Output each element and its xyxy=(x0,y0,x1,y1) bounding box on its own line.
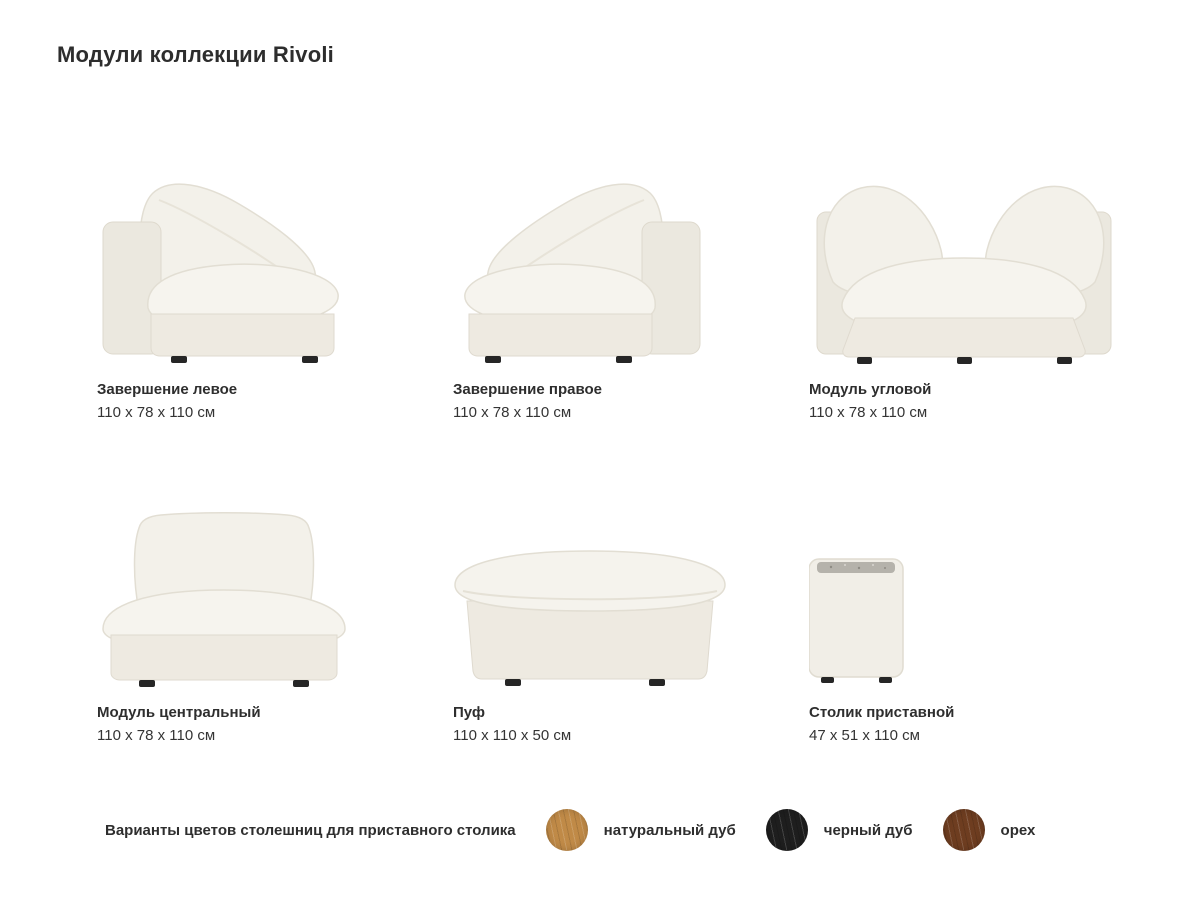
product-dimensions: 47 x 51 x 110 см xyxy=(809,727,920,744)
product-image-left-end xyxy=(97,148,407,370)
sofa-left-end-icon xyxy=(97,148,407,370)
sofa-center-icon xyxy=(97,471,407,693)
product-image-center xyxy=(97,471,407,693)
side-table-icon xyxy=(809,471,1119,693)
product-name: Модуль угловой xyxy=(809,381,932,398)
sofa-right-end-icon xyxy=(453,148,763,370)
product-card-pouf xyxy=(453,471,809,746)
page-title: Модули коллекции Rivoli xyxy=(57,42,334,67)
color-option-walnut xyxy=(943,809,1036,851)
color-option-label: черный дуб xyxy=(823,821,913,839)
product-dimensions: 110 x 110 x 50 см xyxy=(453,727,572,744)
product-name: Пуф xyxy=(453,704,486,721)
product-card-left-end xyxy=(97,148,453,423)
product-card-center xyxy=(97,471,453,746)
product-card-corner xyxy=(809,148,1165,423)
product-image-side-table xyxy=(809,471,1119,693)
product-dimensions: 110 x 78 x 110 см xyxy=(97,404,216,421)
product-dimensions: 110 x 78 x 110 см xyxy=(809,404,928,421)
product-dimensions: 110 x 78 x 110 см xyxy=(97,727,216,744)
pouf-icon xyxy=(453,471,763,693)
product-name: Модуль центральный xyxy=(97,704,261,721)
tabletop-colors-label: Варианты цветов столешниц для приставного столика xyxy=(105,821,516,839)
product-name: Завершение левое xyxy=(97,381,238,398)
color-option-natural-oak xyxy=(546,809,736,851)
color-option-label: орех xyxy=(1000,821,1036,839)
product-grid xyxy=(97,148,1165,746)
walnut-swatch-icon xyxy=(943,809,985,851)
sofa-corner-icon xyxy=(809,148,1119,370)
product-image-right-end xyxy=(453,148,763,370)
product-image-corner xyxy=(809,148,1119,370)
product-card-right-end xyxy=(453,148,809,423)
product-name: Столик приставной xyxy=(809,704,955,721)
color-option-black-oak xyxy=(766,809,913,851)
tabletop-colors-legend xyxy=(105,806,1035,854)
color-option-label: натуральный дуб xyxy=(603,821,736,839)
black-oak-swatch-icon xyxy=(766,809,808,851)
natural-oak-swatch-icon xyxy=(546,809,588,851)
product-dimensions: 110 x 78 x 110 см xyxy=(453,404,572,421)
product-card-side-table xyxy=(809,471,1165,746)
product-name: Завершение правое xyxy=(453,381,602,398)
product-image-pouf xyxy=(453,471,763,693)
